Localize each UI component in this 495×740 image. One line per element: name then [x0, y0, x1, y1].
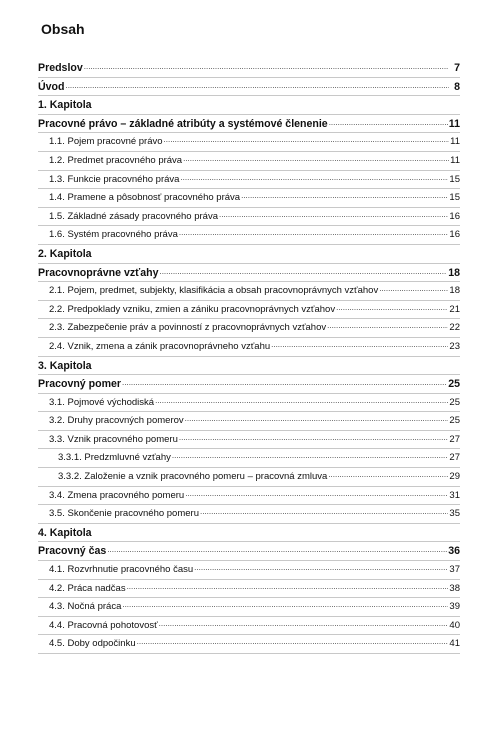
toc-leader-dots	[122, 378, 447, 387]
toc-leader-dots	[180, 173, 448, 182]
toc-leader-dots	[241, 191, 448, 200]
toc-entry-label: 2. Kapitola	[38, 247, 92, 260]
toc-page-number: 22	[449, 322, 460, 334]
toc-leader-dots	[327, 321, 448, 330]
toc-page-number: 40	[449, 619, 460, 631]
toc-entry[interactable]	[38, 617, 460, 636]
toc-leader-dots	[84, 62, 449, 71]
toc-entry[interactable]	[38, 208, 460, 227]
toc-entry-label: 1.4. Pramene a pôsobnosť pracovného práva	[49, 192, 241, 204]
toc-leader-dots	[127, 582, 449, 591]
toc-chapter-heading	[38, 357, 460, 376]
toc-entry-label: Pracovný čas	[38, 545, 107, 558]
toc-page-number: 25	[449, 396, 460, 408]
toc-leader-dots	[329, 118, 448, 127]
toc-entry[interactable]	[38, 580, 460, 599]
toc-entry[interactable]	[38, 301, 460, 320]
toc-page-number: 18	[448, 266, 460, 279]
toc-chapter-heading	[38, 524, 460, 543]
toc-entry-label: 3.2. Druhy pracovných pomerov	[49, 415, 184, 427]
toc-entry-label: 3.4. Zmena pracovného pomeru	[49, 489, 185, 501]
toc-page-number: 21	[449, 303, 460, 315]
toc-page-number: 38	[449, 582, 460, 594]
toc-leader-dots	[159, 619, 449, 628]
toc-entry[interactable]	[38, 505, 460, 524]
toc-entry-label: 2.3. Zabezpečenie práv a povinností z pracovnoprávnych vzťahov	[49, 322, 327, 334]
toc-entry-label: 2.4. Vznik, zmena a zánik pracovnoprávneho vzťahu	[49, 340, 271, 352]
toc-entry-label: 3.5. Skončenie pracovného pomeru	[49, 508, 199, 520]
toc-entry-label: 1.6. Systém pracovného práva	[49, 229, 178, 241]
toc-entry-label: 2.1. Pojem, predmet, subjekty, klasifikácia a obsah pracovnoprávnych vzťahov	[49, 285, 379, 297]
toc-page-number: 36	[448, 545, 460, 558]
toc-entry-label: 4.4. Pracovná pohotovosť	[49, 619, 158, 631]
toc-entry[interactable]	[38, 598, 460, 617]
toc-leader-dots	[122, 600, 448, 609]
toc-entry-label: 1.3. Funkcie pracovného práva	[49, 173, 180, 185]
toc-page-number: 7	[454, 62, 460, 74]
toc-entry[interactable]	[38, 394, 460, 413]
toc-entry[interactable]	[38, 226, 460, 245]
toc-entry[interactable]	[38, 487, 460, 506]
toc-leader-dots	[107, 545, 447, 554]
toc-page-number: 18	[449, 285, 460, 297]
toc-entry[interactable]	[38, 152, 460, 171]
toc-entry[interactable]	[38, 264, 460, 283]
toc-leader-dots	[328, 470, 448, 479]
toc-page-number: 27	[449, 452, 460, 464]
toc-leader-dots	[336, 303, 448, 312]
toc-leader-dots	[185, 489, 448, 498]
toc-page-number: 16	[449, 229, 460, 241]
toc-entry[interactable]	[38, 115, 460, 134]
toc-entry[interactable]	[38, 282, 460, 301]
toc-entry-label: 3.3.1. Predzmluvné vzťahy	[58, 452, 171, 464]
toc-page-number: 8	[454, 80, 460, 93]
toc-page-number: 11	[450, 154, 460, 166]
toc-entry-label: 3.3. Vznik pracovného pomeru	[49, 433, 178, 445]
toc-entry-label: Pracovnoprávne vzťahy	[38, 266, 159, 279]
toc-entry-label: Úvod	[38, 80, 65, 93]
toc-entry[interactable]	[38, 431, 460, 450]
toc-leader-dots	[200, 507, 448, 516]
toc-entry-label: Predslov	[38, 62, 83, 74]
toc-leader-dots	[159, 267, 447, 276]
toc-entry-label: 3. Kapitola	[38, 359, 92, 372]
toc-entry-label: 1.5. Základné zásady pracovného práva	[49, 210, 218, 222]
toc-chapter-heading	[38, 96, 460, 115]
toc-page-number: 27	[449, 433, 460, 445]
toc-entry-label: Pracovné právo – základné atribúty a systémové členenie	[38, 117, 328, 130]
toc-page-number: 16	[449, 210, 460, 222]
toc-page-number: 25	[448, 378, 460, 391]
toc-page-number: 31	[449, 489, 460, 501]
toc-entry[interactable]	[38, 449, 460, 468]
toc-entry-label: 1.2. Predmet pracovného práva	[49, 154, 183, 166]
toc-page-number: 35	[449, 508, 460, 520]
toc-leader-dots	[379, 284, 448, 293]
toc-page-number: 11	[450, 136, 460, 148]
toc-leader-dots	[164, 135, 449, 144]
toc-entry[interactable]	[38, 171, 460, 190]
toc-entry[interactable]	[38, 561, 460, 580]
toc-page-number: 41	[449, 638, 460, 650]
toc-leader-dots	[219, 210, 448, 219]
toc-leader-dots	[179, 228, 449, 237]
toc-entry[interactable]	[38, 189, 460, 208]
toc-leader-dots	[185, 414, 449, 423]
toc-page-number: 39	[449, 601, 460, 613]
toc-page-number: 15	[449, 192, 460, 204]
toc-page-number: 25	[449, 415, 460, 427]
toc-entry-label: 4.5. Doby odpočinku	[49, 638, 136, 650]
toc-entry-label: 1. Kapitola	[38, 99, 92, 112]
toc-entry-label: 4.2. Práca nadčas	[49, 582, 126, 594]
toc-page-number: 29	[449, 471, 460, 483]
toc-entry[interactable]	[38, 635, 460, 654]
toc-entry-label: 4.1. Rozvrhnutie pracovného času	[49, 564, 194, 576]
toc-leader-dots	[194, 563, 448, 572]
toc-entry[interactable]	[38, 412, 460, 431]
toc-page-number: 37	[449, 564, 460, 576]
toc-leader-dots	[172, 451, 449, 460]
toc-entry-label: 1.1. Pojem pracovné právo	[49, 136, 163, 148]
toc-entry-label: 4.3. Nočná práca	[49, 601, 122, 613]
toc-page-number: 15	[449, 173, 460, 185]
toc-leader-dots	[271, 340, 448, 349]
toc-entry-label: Pracovný pomer	[38, 378, 122, 391]
toc-entry[interactable]	[38, 133, 460, 152]
toc-page-number: 11	[448, 117, 460, 130]
toc-entry[interactable]	[38, 375, 460, 394]
toc-entry[interactable]	[38, 78, 460, 97]
toc-chapter-heading	[38, 245, 460, 264]
toc-entry-label: 3.1. Pojmové východiská	[49, 396, 155, 408]
toc-entry[interactable]	[38, 468, 460, 487]
toc-entry[interactable]	[38, 319, 460, 338]
toc-entry-label: 4. Kapitola	[38, 526, 92, 539]
toc-leader-dots	[179, 433, 449, 442]
toc-entry[interactable]	[38, 542, 460, 561]
toc-entry-label: 2.2. Predpoklady vzniku, zmien a zániku pracovnoprávnych vzťahov	[49, 303, 336, 315]
page-title: Obsah	[41, 21, 85, 37]
table-of-contents	[38, 59, 460, 654]
toc-leader-dots	[183, 154, 449, 163]
toc-entry-label: 3.3.2. Založenie a vznik pracovného pomeru – pracovná zmluva	[58, 471, 328, 483]
toc-leader-dots	[65, 81, 449, 90]
toc-leader-dots	[137, 637, 449, 646]
toc-leader-dots	[155, 396, 448, 405]
toc-entry[interactable]	[38, 338, 460, 357]
toc-entry[interactable]	[38, 59, 460, 78]
toc-page-number: 23	[449, 340, 460, 352]
